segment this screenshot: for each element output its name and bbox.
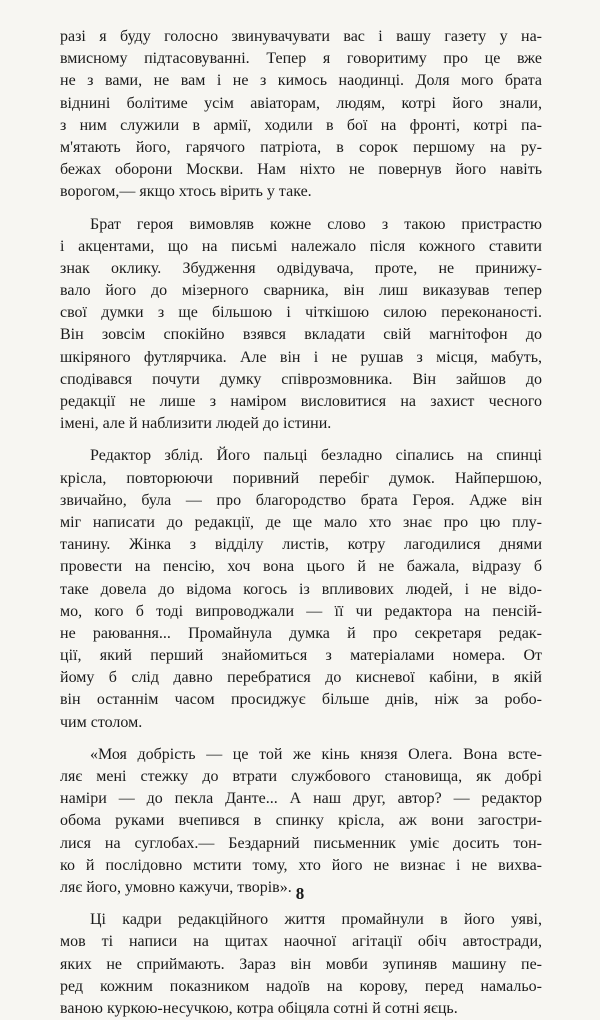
text-line: ляє його, умовно кажучи, творів». bbox=[60, 878, 292, 896]
text-line: ко й послідовно мстити тому, хто його не визнає і не вихва- bbox=[60, 856, 542, 874]
text-line: чим столом. bbox=[60, 713, 143, 731]
text-line: таке довела до відома когось із впливових людей, і не відо- bbox=[60, 580, 542, 598]
text-line: Він зовсім спокійно взявся вкладати свій магнітофон до bbox=[60, 326, 542, 344]
text-line: вало його до мізерного сварника, він лиш виказував тепер bbox=[60, 282, 542, 300]
text-line: міг написати до редакції, де ще мало хто знає про цю плу- bbox=[60, 513, 542, 531]
text-line: імені, але й наблизити людей до істини. bbox=[60, 415, 332, 433]
text-line: віднині болітиме усім авіаторам, людям, котрі його знали, bbox=[60, 94, 542, 112]
text-line: ваною куркою-несучкою, котра обіцяла сотні й сотні яєць. bbox=[60, 999, 458, 1017]
text-line: не раювання... Промайнула думка й про секретаря редак- bbox=[60, 624, 542, 642]
paragraph-gap bbox=[60, 734, 542, 744]
text-line: провести на пенсію, хоч вона цього й не бажала, відразу б bbox=[60, 558, 542, 576]
text-line: Ці кадри редакційного життя промайнули в його уяві, bbox=[90, 911, 542, 929]
text-line: і акцентами, що на письмі належало після кожного ставити bbox=[60, 237, 542, 255]
text-line: ред кожним показником надоїв на корову, перед намальо- bbox=[60, 977, 542, 995]
text-line: яких не сприймають. Зараз він мовби зупиняв машину пе- bbox=[60, 955, 542, 973]
paragraph bbox=[60, 445, 542, 733]
text-line: лися на суглобах.— Бездарний письменник уміє досить тон- bbox=[60, 834, 542, 852]
text-line: звичайно, була — про благородство брата Героя. Адже він bbox=[60, 491, 542, 509]
text-line: йому б слід давно перебратися до кисневої кабіни, в якій bbox=[60, 669, 542, 687]
text-line: вмисному підтасовуванні. Тепер я говоритиму про це вже bbox=[60, 50, 542, 68]
text-line: Редактор зблід. Його пальці безладно сіпались на спинці bbox=[90, 447, 542, 465]
text-line: мо, кого б тоді випроводжали — її чи редактора на пенсій- bbox=[60, 602, 542, 620]
text-line: «Моя добрість — це той же кінь князя Олега. Вона встe- bbox=[90, 745, 542, 763]
paragraph bbox=[60, 214, 542, 436]
paragraph bbox=[60, 26, 542, 204]
text-line: сподівався почути думку співрозмовника. Він зайшов до bbox=[60, 370, 542, 388]
text-line: редакції не лише з наміром висловитися на захист чесного bbox=[60, 393, 542, 410]
text-line: ляє мені стежку до втрати службового становища, як добрі bbox=[60, 768, 542, 785]
text-line: свої думки з ще більшою і чіткішою силою переконаності. bbox=[60, 304, 542, 322]
text-line: не з вами, не вам і не з кимось наодинці. Доля мого брата bbox=[60, 72, 542, 90]
text-line: обома руками вчепився в спинку крісла, аж вони загостри- bbox=[60, 812, 542, 830]
text-line: шкіряного футлярчика. Але він і не рушав з місця, мабуть, bbox=[60, 348, 542, 366]
paragraph bbox=[60, 909, 542, 1020]
text-line: бежах оборони Москви. Нам ніхто не повернув його навіть bbox=[60, 161, 542, 179]
text-line: м'ятають його, гарячого патріота, в сорок першому на ру- bbox=[60, 138, 542, 156]
text-line: знак оклику. Збудження одвідувача, проте, не принижу- bbox=[60, 259, 542, 277]
text-line: танину. Жінка з відділу листів, котру лагодилися днями bbox=[60, 536, 542, 554]
text-line: з ним служили в армії, ходили в бої на фронті, котрі па- bbox=[60, 116, 542, 134]
text-line: ворогом,— якщо хтось вірить у таке. bbox=[60, 183, 312, 201]
text-line: разі я буду голосно звинувачувати вас і вашу газету у на- bbox=[60, 28, 542, 45]
body-text bbox=[60, 26, 542, 1020]
text-line: мов ті написи на щитах наочної агітації обіч автостради, bbox=[60, 933, 542, 951]
paragraph bbox=[60, 744, 542, 899]
page-number: 8 bbox=[295, 884, 305, 903]
text-line: він останнім часом просиджує більше днів, ніж за робо- bbox=[60, 691, 542, 709]
text-line: наміри — до пекла Данте... А наш друг, автор? — редактор bbox=[60, 790, 542, 808]
paragraph-gap bbox=[60, 204, 542, 214]
text-line: Брат героя вимовляв кожне слово з такою пристрастю bbox=[90, 215, 542, 233]
text-line: ції, який перший знайомиться з матеріалами номера. От bbox=[60, 647, 542, 665]
text-line: крісла, повторюючи поривний перебіг думок. Найпершою, bbox=[60, 469, 542, 487]
paragraph-gap bbox=[60, 435, 542, 445]
